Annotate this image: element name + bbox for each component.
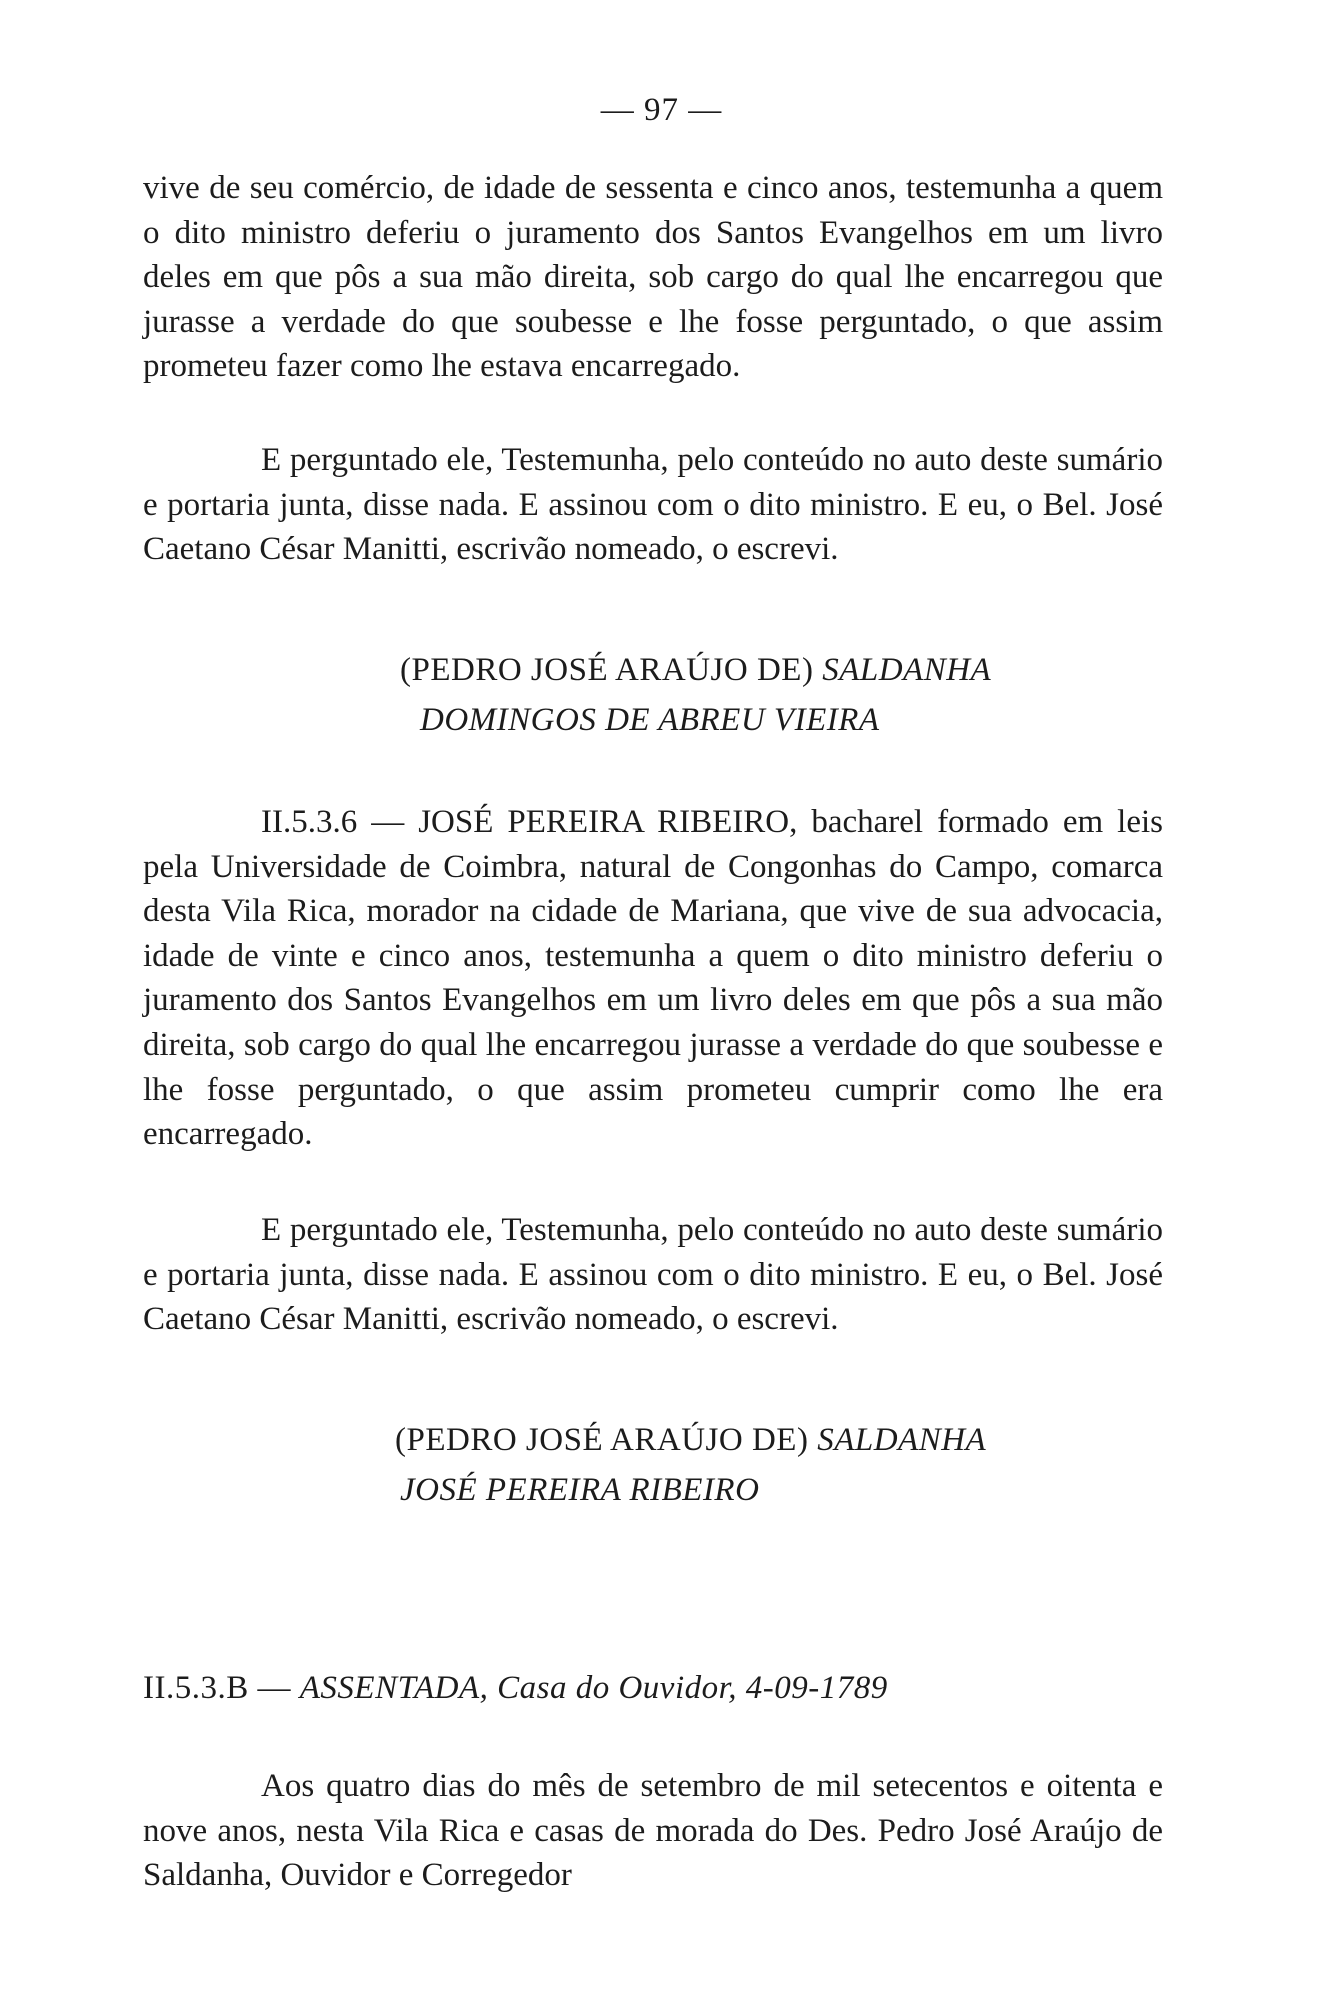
paragraph-text: E perguntado ele, Testemunha, pelo conteúdo no auto deste sumário e portaria junta, disse nada. E assinou com o dito ministro. E eu, o Bel. José Caetano César Manitti, escrivão nomeado, o escrevi. xyxy=(143,1212,1163,1338)
signature-line-abreu-vieira xyxy=(420,698,880,743)
section-title: ASSENTADA, Casa do Ouvidor, 4-09-1789 xyxy=(299,1670,888,1706)
signature-line-pereira-ribeiro xyxy=(400,1468,759,1513)
signature-italic: DOMINGOS DE ABREU VIEIRA xyxy=(420,702,880,738)
signature-line-saldanha-1 xyxy=(400,648,991,693)
paragraph-text xyxy=(143,800,1163,1157)
entry-id: II.5.3.6 — xyxy=(261,804,419,840)
paragraph-testimony-closing-2 xyxy=(143,1208,1163,1342)
signature-italic: JOSÉ PEREIRA RIBEIRO xyxy=(400,1472,760,1508)
section-heading xyxy=(143,1670,888,1707)
signature-plain: (PEDRO JOSÉ ARAÚJO DE) xyxy=(400,652,823,688)
paragraph-text: vive de seu comércio, de idade de sessenta e cinco anos, testemunha a quem o dito ministro deferiu o juramento dos Santos Evangelhos em um livro deles em que pôs a sua mão direita, sob cargo do qual lhe encarregou que jurasse a verdade do que soubesse e lhe fosse perguntado, o que assim prometeu fazer como lhe estava encarregado. xyxy=(143,170,1163,385)
signature-plain: (PEDRO JOSÉ ARAÚJO DE) xyxy=(395,1422,818,1458)
paragraph-assentada xyxy=(143,1764,1163,1898)
paragraph-text: Aos quatro dias do mês de setembro de mil setecentos e oitenta e nove anos, nesta Vila Rica e casas de morada do Des. Pedro José Araújo de Saldanha, Ouvidor e Corregedor xyxy=(143,1768,1163,1894)
page-number: — 97 — xyxy=(600,92,723,128)
paragraph-text: E perguntado ele, Testemunha, pelo conteúdo no auto deste sumário e portaria junta, disse nada. E assinou com o dito ministro. E eu, o Bel. José Caetano César Manitti, escrivão nomeado, o escrevi. xyxy=(143,442,1163,568)
signature-italic: SALDANHA xyxy=(822,652,992,688)
signature-italic: SALDANHA xyxy=(817,1422,987,1458)
paragraph-witness-entry xyxy=(143,800,1163,1157)
entry-text: JOSÉ PEREIRA RIBEIRO, bacharel formado em leis pela Universidade de Coimbra, natural de Congonhas do Campo, comarca desta Vila Rica, morador na cidade de Mariana, que vive de sua advocacia, idade de vinte e cinco anos, testemunha a quem o dito ministro deferiu o juramento dos Santos Evangelhos em um livro deles em que pôs a sua mão direita, sob cargo do qual lhe encarregou jurasse a verdade do que soubesse e lhe fosse perguntado, o que assim prometeu cumprir como lhe era encarregado. xyxy=(143,804,1163,1153)
section-id: II.5.3.B — xyxy=(143,1670,300,1706)
paragraph-testimony-closing-1 xyxy=(143,438,1163,572)
signature-line-saldanha-2 xyxy=(395,1418,986,1463)
paragraph-continuation xyxy=(143,166,1163,389)
